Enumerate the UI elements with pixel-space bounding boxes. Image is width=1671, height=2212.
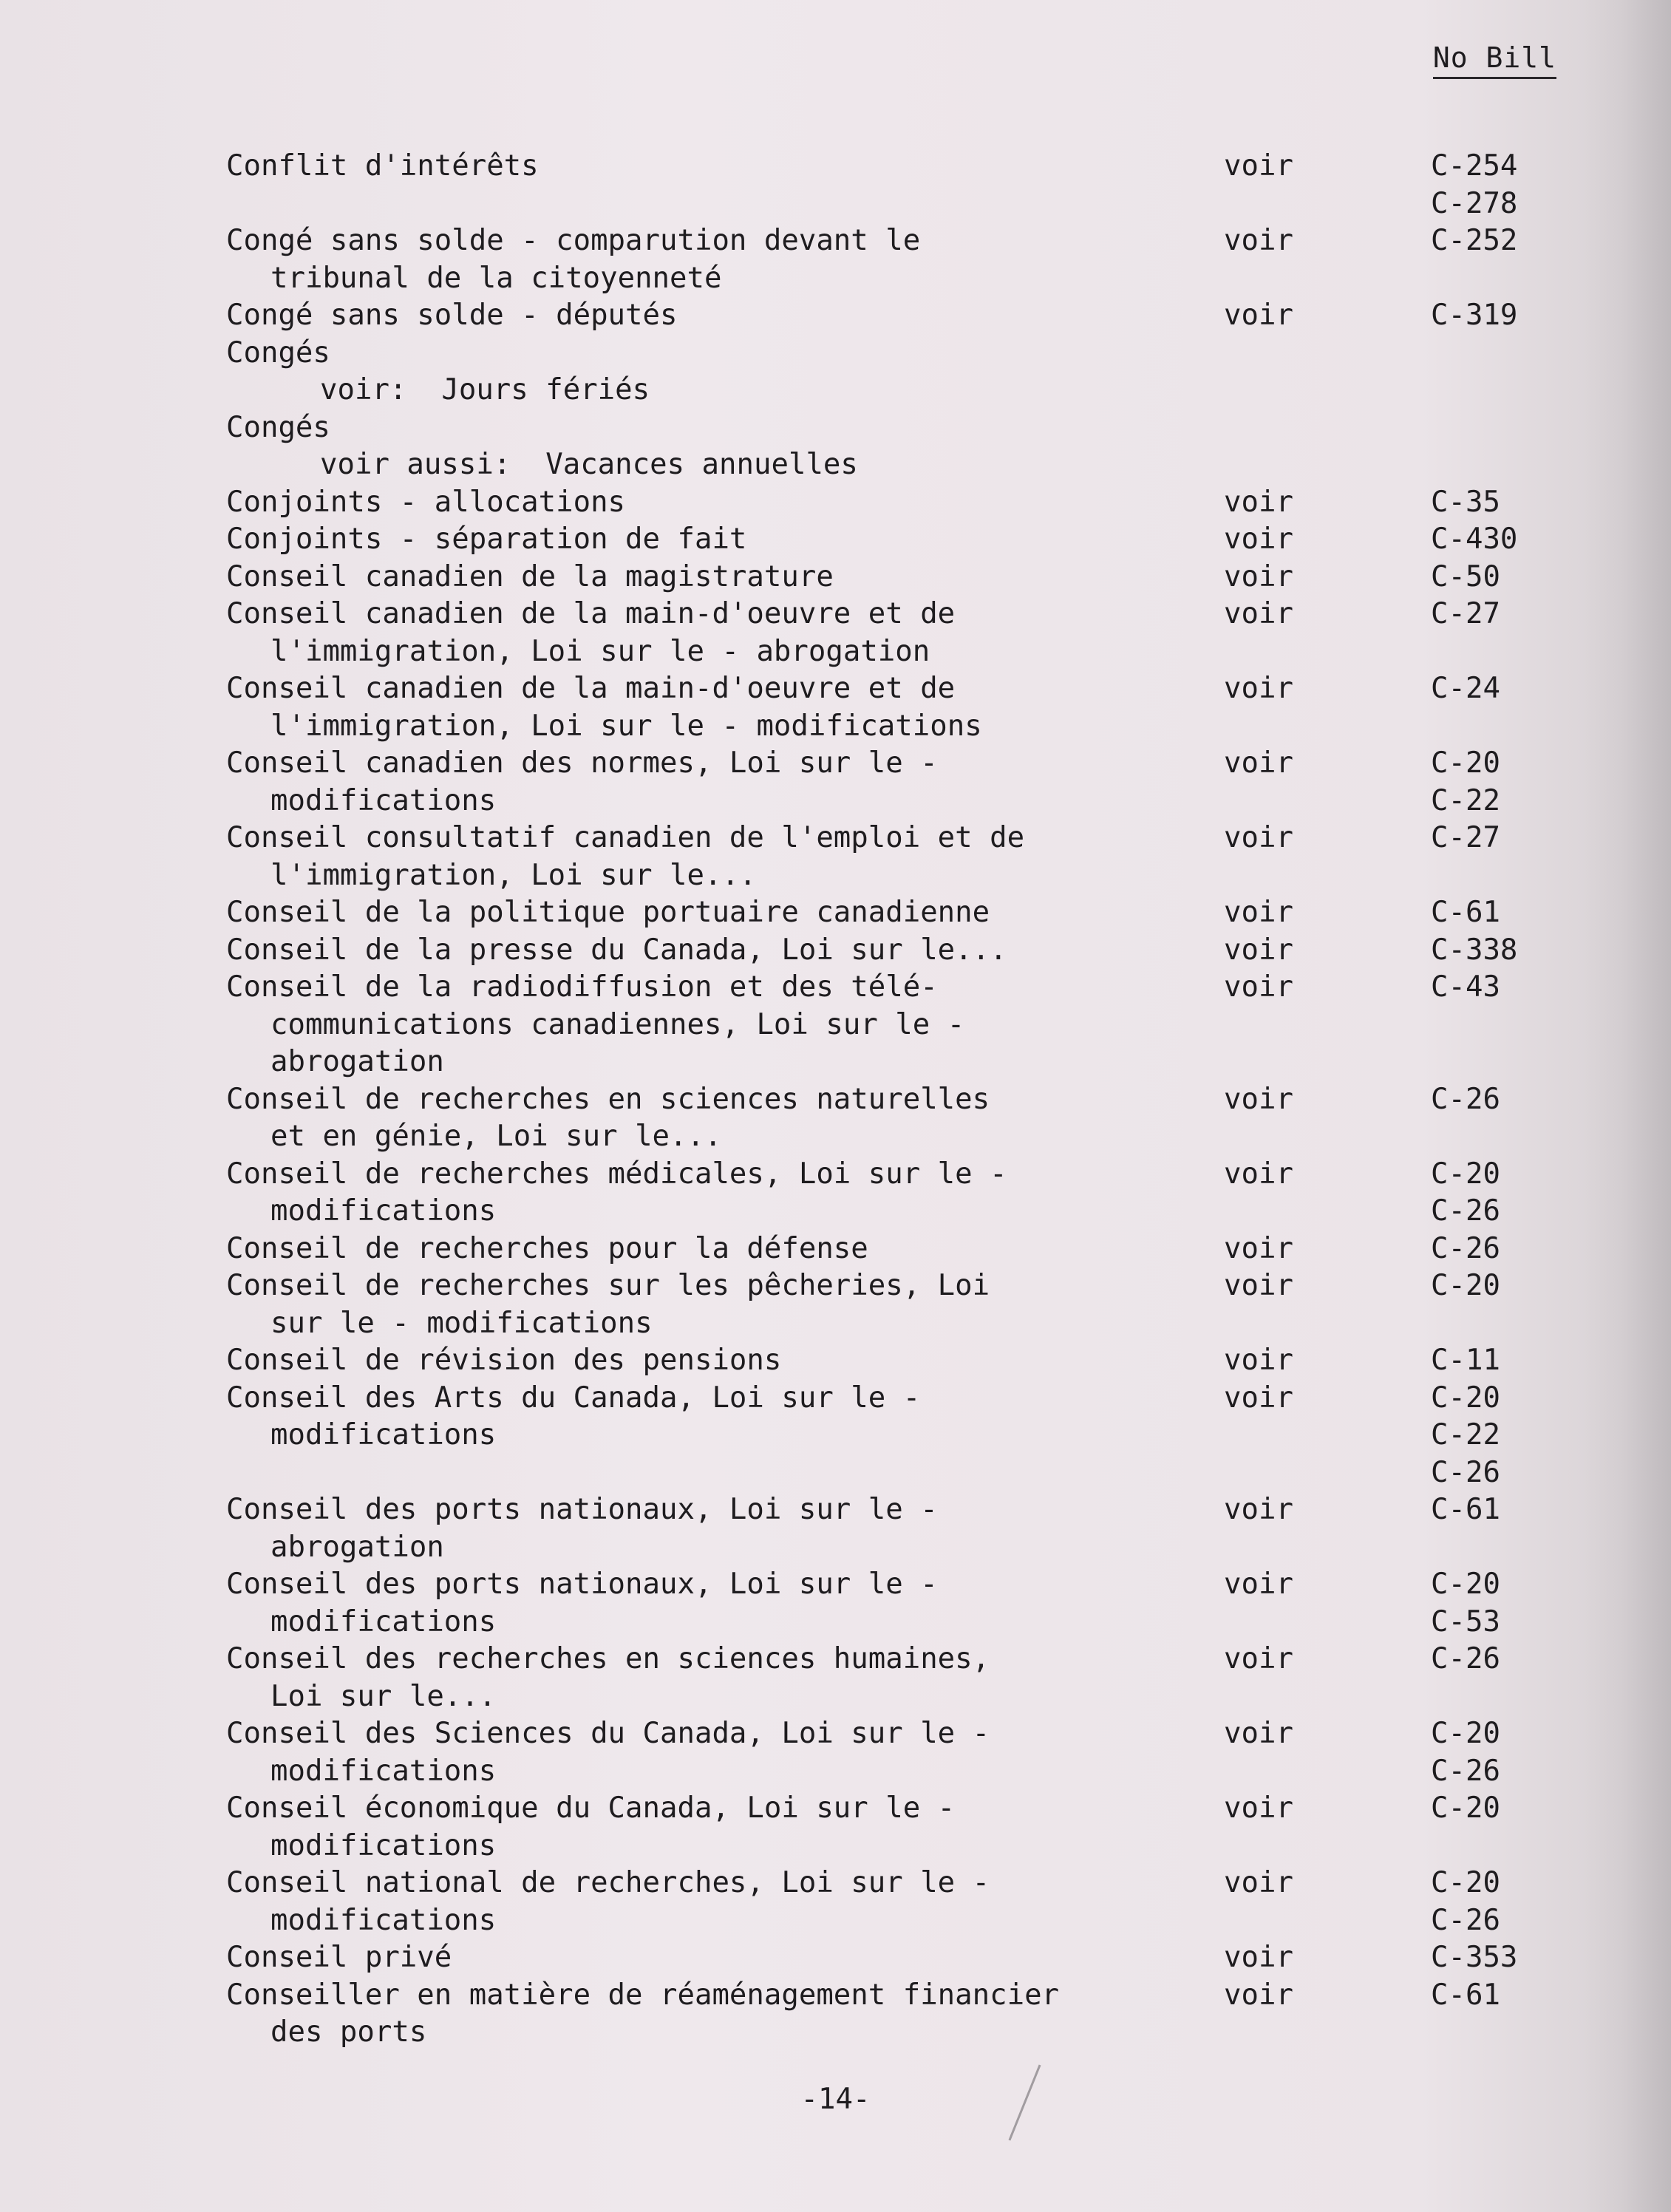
- entry-subject: [226, 521, 1187, 559]
- entry-bill-numbers: [1431, 932, 1534, 970]
- entry-subject-line: Conseil de la radiodiffusion et des télé-: [226, 970, 938, 1004]
- entry-subject-line: Congés: [226, 336, 330, 370]
- entry-subject: [226, 559, 1187, 596]
- bill-number: C-61: [1431, 1978, 1500, 2012]
- entry-subject-line: Conseil consultatif canadien de l'emploi et de: [226, 821, 1025, 854]
- entry-subject-line: Conseil de recherches en sciences naturelles: [226, 1082, 990, 1116]
- entry-subject-continuation: communications canadiennes, Loi sur le -: [270, 1007, 965, 1041]
- entry-subject: [226, 1491, 1187, 1566]
- entry-bill-numbers: [1431, 670, 1534, 708]
- index-entry: [226, 969, 1556, 1081]
- entry-subject-line: Conseil des recherches en sciences humaines,: [226, 1642, 990, 1675]
- entry-bill-numbers: [1431, 1231, 1534, 1268]
- index-entry: [226, 1081, 1556, 1156]
- entry-subject: [226, 1865, 1187, 1939]
- entry-bill-numbers: [1431, 559, 1534, 596]
- bill-number: C-319: [1431, 299, 1518, 332]
- entry-subject: [226, 1380, 1187, 1492]
- entry-subject-continuation: modifications: [270, 1903, 497, 1937]
- index-entry: [226, 521, 1556, 559]
- entry-subject-line: Conseil canadien des normes, Loi sur le -: [226, 746, 938, 780]
- entry-subject: [226, 670, 1187, 745]
- entry-subject-continuation: voir: Jours fériés: [320, 373, 650, 406]
- entry-bill-numbers: [1431, 222, 1534, 260]
- entry-subject-line: Conseil canadien de la main-d'oeuvre et de: [226, 597, 956, 630]
- entry-voir-label: voir: [1224, 821, 1293, 854]
- bill-number: C-24: [1431, 672, 1500, 705]
- entry-subject: [226, 1267, 1187, 1342]
- entry-subject: [226, 297, 1187, 335]
- entry-subject: [226, 894, 1187, 932]
- index-entries-list: [226, 148, 1556, 2052]
- entry-subject-continuation: modifications: [270, 1194, 497, 1228]
- entry-subject-line: Conseil de la presse du Canada, Loi sur le...: [226, 933, 1007, 967]
- entry-bill-numbers: [1431, 521, 1534, 559]
- index-entry: [226, 1267, 1556, 1342]
- index-entry: [226, 596, 1556, 670]
- bill-number: C-20: [1431, 1269, 1500, 1302]
- bill-number: C-278: [1431, 186, 1518, 220]
- index-entry: [226, 409, 1556, 484]
- entry-subject-continuation: [226, 1454, 1187, 1492]
- index-entry: [226, 1790, 1556, 1865]
- page-number: -14-: [800, 2083, 871, 2116]
- index-entry: [226, 1380, 1556, 1492]
- bill-number: C-22: [1431, 783, 1500, 817]
- bill-number: C-27: [1431, 597, 1500, 630]
- entry-subject-continuation: sur le - modifications: [270, 1306, 653, 1340]
- entry-subject-continuation: Loi sur le...: [270, 1679, 497, 1713]
- entry-subject-line: Congés: [226, 410, 330, 444]
- entry-subject: [226, 1156, 1187, 1231]
- bill-number: C-26: [1431, 1903, 1500, 1937]
- bill-number: C-252: [1431, 224, 1518, 257]
- entry-subject-continuation: l'immigration, Loi sur le...: [270, 858, 757, 892]
- entry-bill-numbers: [1431, 1566, 1534, 1641]
- bill-number: C-26: [1431, 1455, 1500, 1489]
- entry-subject-continuation: tribunal de la citoyenneté: [270, 261, 722, 295]
- entry-subject: [226, 969, 1187, 1081]
- entry-bill-numbers: [1431, 1790, 1534, 1828]
- entry-subject-continuation: l'immigration, Loi sur le - abrogation: [270, 634, 930, 668]
- entry-voir-label: voir: [1224, 933, 1293, 967]
- entry-subject-continuation: modifications: [270, 1754, 497, 1788]
- bill-number: C-11: [1431, 1344, 1500, 1377]
- index-entry: [226, 297, 1556, 335]
- entry-voir-label: voir: [1224, 1269, 1293, 1302]
- entry-subject-continuation: voir aussi: Vacances annuelles: [320, 448, 858, 481]
- bill-number: C-43: [1431, 970, 1500, 1004]
- entry-subject-continuation: des ports: [270, 2015, 427, 2049]
- index-entry: [226, 1715, 1556, 1790]
- entry-subject-line: Conseil national de recherches, Loi sur le -: [226, 1866, 990, 1899]
- index-entry: [226, 820, 1556, 894]
- bill-number: C-26: [1431, 1194, 1500, 1228]
- entry-bill-numbers: [1431, 1491, 1534, 1529]
- entry-subject-line: Conseil de révision des pensions: [226, 1344, 782, 1377]
- bill-number: C-27: [1431, 821, 1500, 854]
- bill-number: C-353: [1431, 1941, 1518, 1974]
- entry-bill-numbers: [1431, 1267, 1534, 1305]
- bill-number: C-20: [1431, 1791, 1500, 1825]
- entry-bill-numbers: [1431, 745, 1534, 820]
- entry-subject-continuation: modifications: [270, 1828, 497, 1862]
- bill-number: C-26: [1431, 1231, 1500, 1265]
- bill-number: C-61: [1431, 896, 1500, 929]
- entry-subject-line: Conseil de recherches pour la défense: [226, 1231, 868, 1265]
- page-edge-shadow: [1582, 0, 1671, 2212]
- entry-subject-line: Conseil privé: [226, 1941, 452, 1974]
- bill-number: C-430: [1431, 523, 1518, 556]
- entry-subject: [226, 932, 1187, 970]
- entry-bill-numbers: [1431, 297, 1534, 335]
- index-entry: [226, 222, 1556, 297]
- entry-voir-label: voir: [1224, 1568, 1293, 1601]
- bill-number: C-20: [1431, 1568, 1500, 1601]
- entry-bill-numbers: [1431, 1939, 1534, 1977]
- entry-voir-label: voir: [1224, 672, 1293, 705]
- entry-bill-numbers: [1431, 1715, 1534, 1790]
- entry-subject-continuation: et en génie, Loi sur le...: [270, 1120, 722, 1153]
- entry-subject-continuation: modifications: [270, 1418, 497, 1452]
- entry-subject-line: Conflit d'intérêts: [226, 149, 539, 183]
- entry-voir-label: voir: [1224, 1381, 1293, 1415]
- bill-number: C-53: [1431, 1604, 1500, 1638]
- index-entry: [226, 894, 1556, 932]
- entry-voir-label: voir: [1224, 1157, 1293, 1191]
- entry-subject: [226, 1790, 1187, 1865]
- index-entry: [226, 1939, 1556, 1977]
- entry-bill-numbers: [1431, 484, 1534, 522]
- entry-subject-continuation: l'immigration, Loi sur le - modifications: [270, 709, 982, 743]
- column-header-no-bill: No Bill: [1433, 41, 1556, 79]
- entry-subject-line: Conseil de recherches sur les pêcheries, Loi: [226, 1269, 990, 1302]
- entry-subject-line: Congé sans solde - comparution devant le: [226, 224, 921, 257]
- index-entry: [226, 1641, 1556, 1715]
- bill-number: C-22: [1431, 1418, 1500, 1452]
- entry-subject-continuation: abrogation: [270, 1045, 444, 1078]
- entry-voir-label: voir: [1224, 1866, 1293, 1899]
- bill-number: C-20: [1431, 1717, 1500, 1750]
- entry-subject-line: Conseil des ports nationaux, Loi sur le -: [226, 1493, 938, 1526]
- entry-voir-label: voir: [1224, 149, 1293, 183]
- entry-subject: [226, 1081, 1187, 1156]
- bill-number: C-26: [1431, 1642, 1500, 1675]
- entry-voir-label: voir: [1224, 559, 1293, 593]
- entry-subject-line: Conseil canadien de la magistrature: [226, 559, 834, 593]
- entry-subject-line: Conseil de la politique portuaire canadienne: [226, 896, 990, 929]
- entry-voir-label: voir: [1224, 1493, 1293, 1526]
- entry-bill-numbers: [1431, 596, 1534, 633]
- entry-voir-label: voir: [1224, 523, 1293, 556]
- entry-bill-numbers: [1431, 969, 1534, 1007]
- entry-bill-numbers: [1431, 1977, 1534, 2015]
- entry-voir-label: voir: [1224, 485, 1293, 519]
- index-entry: [226, 1566, 1556, 1641]
- entry-voir-label: voir: [1224, 746, 1293, 780]
- entry-bill-numbers: [1431, 1380, 1534, 1492]
- bill-number: C-26: [1431, 1754, 1500, 1788]
- entry-voir-label: voir: [1224, 1941, 1293, 1974]
- entry-bill-numbers: [1431, 1156, 1534, 1231]
- entry-subject-continuation: modifications: [270, 1604, 497, 1638]
- entry-voir-label: voir: [1224, 1231, 1293, 1265]
- entry-subject-line: Congé sans solde - députés: [226, 299, 678, 332]
- bill-number: C-35: [1431, 485, 1500, 519]
- index-entry: [226, 484, 1556, 522]
- bill-number: C-20: [1431, 1381, 1500, 1415]
- index-entry: [226, 745, 1556, 820]
- entry-subject: [226, 148, 1187, 186]
- index-entry: [226, 1156, 1556, 1231]
- entry-subject-line: Conseil de recherches médicales, Loi sur le -: [226, 1157, 1007, 1191]
- entry-voir-label: voir: [1224, 224, 1293, 257]
- entry-voir-label: voir: [1224, 1717, 1293, 1750]
- index-entry: [226, 1865, 1556, 1939]
- bill-number: C-254: [1431, 149, 1518, 183]
- bill-number: C-26: [1431, 1082, 1500, 1116]
- entry-voir-label: voir: [1224, 299, 1293, 332]
- entry-subject-line: Conjoints - séparation de fait: [226, 523, 747, 556]
- entry-subject: [226, 1939, 1187, 1977]
- bill-number: C-61: [1431, 1493, 1500, 1526]
- entry-subject-continuation: modifications: [270, 783, 497, 817]
- entry-subject-line: Conseil des Sciences du Canada, Loi sur le -: [226, 1717, 990, 1750]
- bill-number: C-338: [1431, 933, 1518, 967]
- index-entry: [226, 1977, 1556, 2052]
- entry-voir-label: voir: [1224, 1978, 1293, 2012]
- entry-subject-line: Conseil des Arts du Canada, Loi sur le -: [226, 1381, 921, 1415]
- entry-subject: [226, 596, 1187, 670]
- entry-subject: [226, 1715, 1187, 1790]
- entry-subject-line: Conjoints - allocations: [226, 485, 626, 519]
- entry-subject: [226, 820, 1187, 894]
- entry-subject: [226, 484, 1187, 522]
- entry-subject-line: Conseil des ports nationaux, Loi sur le -: [226, 1568, 938, 1601]
- index-entry: [226, 148, 1556, 222]
- bill-number: C-20: [1431, 746, 1500, 780]
- index-entry: [226, 1491, 1556, 1566]
- bill-number: C-20: [1431, 1157, 1500, 1191]
- entry-voir-label: voir: [1224, 597, 1293, 630]
- entry-bill-numbers: [1431, 820, 1534, 857]
- entry-subject-line: Conseil canadien de la main-d'oeuvre et de: [226, 672, 956, 705]
- entry-subject: [226, 1342, 1187, 1380]
- entry-bill-numbers: [1431, 1081, 1534, 1119]
- entry-subject: [226, 1231, 1187, 1268]
- entry-voir-label: voir: [1224, 1082, 1293, 1116]
- entry-voir-label: voir: [1224, 970, 1293, 1004]
- entry-subject: [226, 1641, 1187, 1715]
- bill-number: C-20: [1431, 1866, 1500, 1899]
- entry-bill-numbers: [1431, 1865, 1534, 1939]
- entry-subject: [226, 222, 1187, 297]
- entry-subject-line: Conseil économique du Canada, Loi sur le -: [226, 1791, 956, 1825]
- entry-subject-line: Conseiller en matière de réaménagement financier: [226, 1978, 1060, 2012]
- index-entry: [226, 1342, 1556, 1380]
- entry-bill-numbers: [1431, 1641, 1534, 1678]
- index-entry: [226, 559, 1556, 596]
- entry-bill-numbers: [1431, 148, 1534, 222]
- bill-number: C-50: [1431, 559, 1500, 593]
- entry-voir-label: voir: [1224, 1642, 1293, 1675]
- entry-subject: [226, 1977, 1187, 2052]
- entry-voir-label: voir: [1224, 1791, 1293, 1825]
- index-entry: [226, 335, 1556, 409]
- entry-bill-numbers: [1431, 894, 1534, 932]
- entry-voir-label: voir: [1224, 896, 1293, 929]
- index-entry: [226, 1231, 1556, 1268]
- entry-voir-label: voir: [1224, 1344, 1293, 1377]
- entry-bill-numbers: [1431, 1342, 1534, 1380]
- entry-subject: [226, 335, 1187, 409]
- entry-subject: [226, 1566, 1187, 1641]
- index-entry: [226, 670, 1556, 745]
- entry-subject: [226, 745, 1187, 820]
- entry-subject: [226, 409, 1187, 484]
- index-entry: [226, 932, 1556, 970]
- entry-subject-continuation: abrogation: [270, 1530, 444, 1564]
